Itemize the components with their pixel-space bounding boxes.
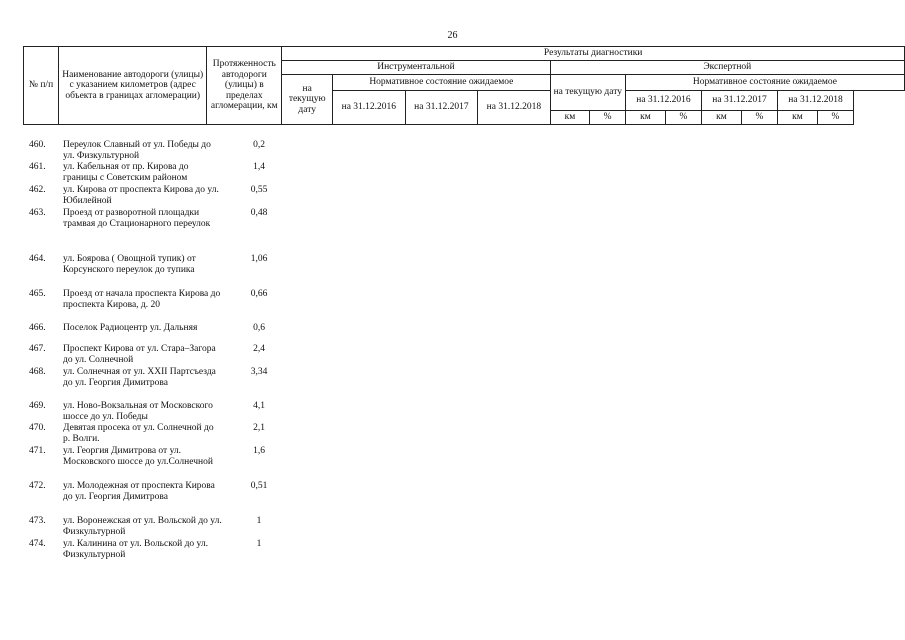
expert-2018: на 31.12.2018 [778,91,854,111]
road-name: Проезд от начала проспекта Кирова до проспекта Кирова, д. 20 [63,289,221,310]
table-row [23,254,303,289]
road-name: ул. Молодежная от проспекта Кирова до ул. Георгия Димитрова [63,481,215,502]
col-name-header: Наименование автодороги (улицы) с указанием километров (адрес объекта в границах агломерации) [59,47,207,125]
table-row [23,162,303,185]
road-name: ул. Боярова ( Овощной тупик) от Корсунского переулок до тупика [63,254,196,275]
unit-pct: % [665,111,701,125]
road-length: 1 [256,516,262,526]
unit-km: км [550,111,590,125]
road-length: 0,6 [253,323,265,333]
road-length: 1,6 [253,446,265,456]
table-row [23,401,303,423]
road-length: 1 [256,539,262,549]
expert-2016: на 31.12.2016 [625,91,701,111]
road-name: ул. Ново-Вокзальная от Московского шоссе до ул. Победы [63,401,213,422]
road-name: ул. Солнечная от ул. XXII Партсъезда до ул. Георгия Димитрова [63,367,216,388]
row-number: 464. [29,254,46,264]
table-row [23,140,303,162]
row-number: 465. [29,289,46,299]
unit-pct: % [741,111,777,125]
road-length: 1,4 [253,162,265,172]
expert-2017: на 31.12.2017 [701,91,777,111]
row-number: 461. [29,162,46,172]
instr-normative-header: Нормативное состояние ожидаемое [333,75,551,91]
road-name: ул. Кирова от проспекта Кирова до ул. Юбилейной [63,185,219,206]
road-name: ул. Георгия Димитрова от ул. Московского шоссе до ул.Солнечной [63,446,213,467]
diagnostics-header-table [23,46,905,125]
row-number: 469. [29,401,46,411]
unit-km: км [778,111,818,125]
table-row [23,344,303,367]
road-length: 2,1 [253,423,265,433]
unit-pct: % [817,111,853,125]
page-number: 26 [447,30,458,41]
instr-2017: на 31.12.2017 [405,91,478,125]
row-number: 470. [29,423,46,433]
road-length: 4,1 [253,401,265,411]
row-number: 467. [29,344,46,354]
table-row [23,481,303,516]
road-name: Девятая просека от ул. Солнечной до р. Волги. [63,423,214,444]
unit-pct: % [590,111,626,125]
instrumental-header: Инструментальной [282,61,550,75]
row-number: 466. [29,323,46,333]
table-row [23,516,303,539]
col-length-header: Протяженность автодороги (улицы) в пределах агломерации, км [207,47,282,125]
road-length: 0,66 [250,289,268,299]
instr-2016: на 31.12.2016 [333,91,406,125]
road-name: ул. Воронежская от ул. Вольской до ул. Физкультурной [63,516,222,537]
row-number: 472. [29,481,46,491]
road-length: 3,34 [250,367,268,377]
row-number: 471. [29,446,46,456]
col-num-header: № п/п [24,47,59,125]
table-row [23,323,303,344]
instr-2018: на 31.12.2018 [478,91,551,125]
expert-normative-header: Нормативное состояние ожидаемое [625,75,904,91]
expert-header: Экспертной [550,61,904,75]
row-number: 468. [29,367,46,377]
road-rows [23,140,303,562]
row-number: 473. [29,516,46,526]
road-name: ул. Кабельная от пр. Кирова до границы с Советским районом [63,162,189,183]
road-name: Проспект Кирова от ул. Стара–Загора до ул. Солнечной [63,344,216,365]
road-length: 0,55 [250,185,268,195]
table-row [23,289,303,323]
table-row [23,446,303,481]
road-length: 1,06 [250,254,268,264]
road-length: 0,51 [250,481,268,491]
road-length: 0,2 [253,140,265,150]
table-row [23,185,303,208]
table-row [23,367,303,401]
road-length: 0,48 [250,208,268,218]
expert-current-date: на текущую дату [550,75,625,111]
table-row [23,208,303,254]
unit-km: км [701,111,741,125]
table-row [23,539,303,562]
unit-km: км [625,111,665,125]
instr-current-date: на текущую дату [282,75,333,125]
road-name: Переулок Славный от ул. Победы до ул. Физкультурной [63,140,211,161]
row-number: 463. [29,208,46,218]
road-name: Поселок Радиоцентр ул. Дальняя [63,323,198,333]
row-number: 474. [29,539,46,549]
row-number: 462. [29,185,46,195]
table-row [23,423,303,446]
row-number: 460. [29,140,46,150]
road-name: ул. Калинина от ул. Вольской до ул. Физкультурной [63,539,208,560]
road-name: Проезд от разворотной площадки трамвая до Стационарного переулок [63,208,211,229]
road-length: 2,4 [253,344,265,354]
results-header: Результаты диагностики [282,47,905,61]
